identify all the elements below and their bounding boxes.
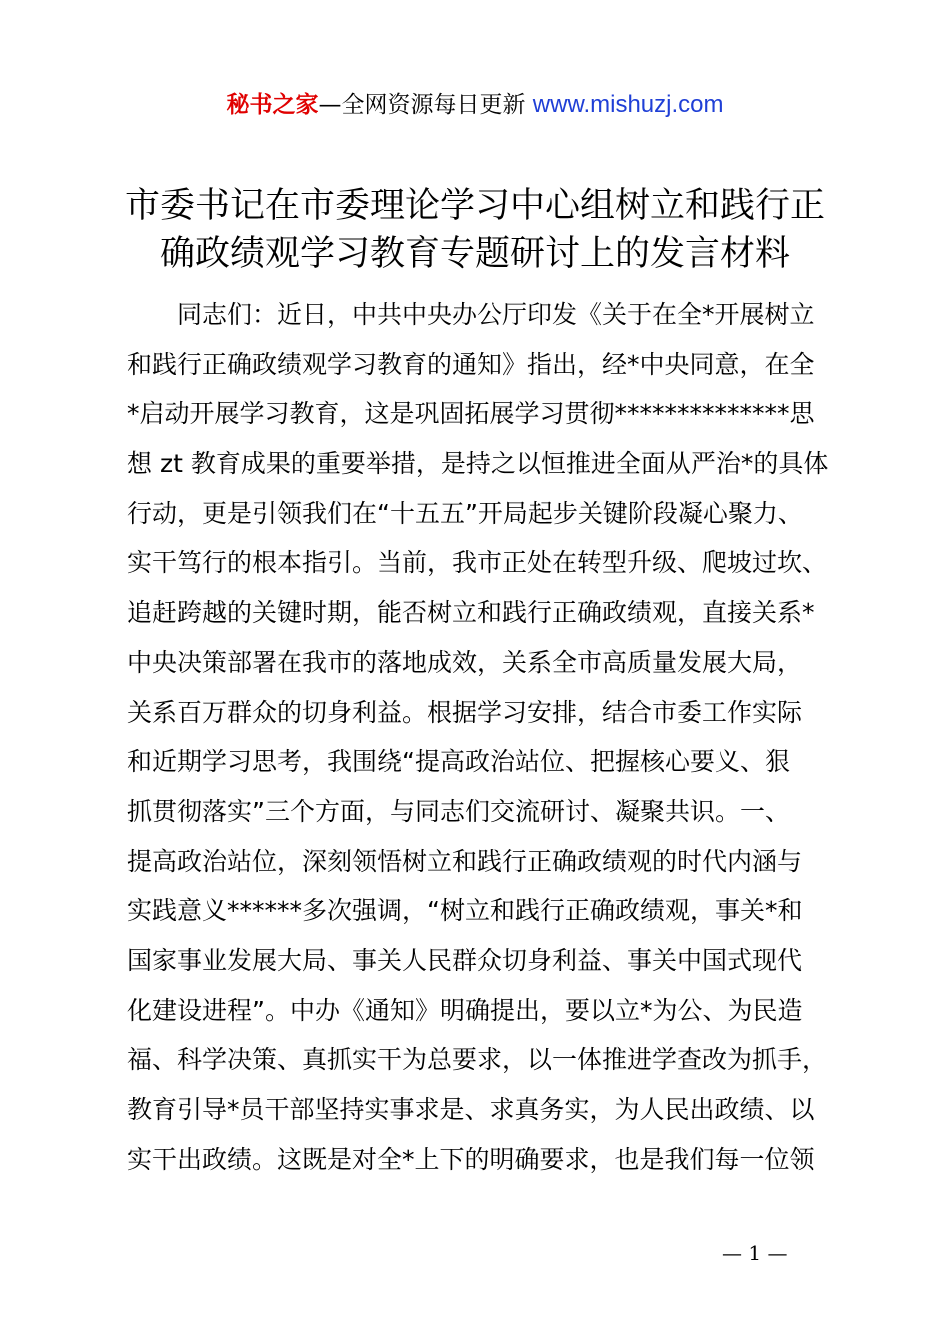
brand-name: 秘书之家 — [226, 92, 319, 118]
body-line: 和践行正确政绩观学习教育的通知》指出，经*中央同意，在全 — [127, 349, 815, 379]
page-number: — 1 — — [722, 1241, 788, 1265]
body-line: 想 zt 教育成果的重要举措，是持之以恒推进全面从严治*的具体 — [127, 449, 829, 479]
body-line: 福、科学决策、真抓实干为总要求，以一体推进学查改为抓手， — [127, 1045, 828, 1075]
site-url[interactable]: www.mishuzj.com — [532, 91, 724, 118]
body-line: 抓贯彻落实”三个方面，与同志们交流研讨、凝聚共识。一、 — [127, 796, 790, 826]
body-line: 实干出政绩。这既是对全*上下的明确要求，也是我们每一位领 — [127, 1144, 815, 1174]
body-line: 化建设进程”。中办《通知》明确提出，要以立*为公、为民造 — [127, 995, 803, 1025]
body-line: 和近期学习思考，我围绕“提高政治站位、把握核心要义、狠 — [127, 747, 790, 777]
title-line: 市委书记在市委理论学习中心组树立和践行正 — [124, 186, 825, 226]
body-line: 实践意义******多次强调，“树立和践行正确政绩观，事关*和 — [127, 896, 803, 926]
body-line: 行动，更是引领我们在“十五五”开局起步关键阶段凝心聚力、 — [127, 498, 803, 528]
body-line: 同志们：近日，中共中央办公厅印发《关于在全*开展树立 — [177, 300, 815, 329]
body-line: 追赶跨越的关键时期，能否树立和践行正确政绩观，直接关系* — [127, 598, 815, 628]
body-line: 关系百万群众的切身利益。根据学习安排，结合市委工作实际 — [127, 697, 803, 727]
document-title — [0, 182, 950, 278]
body-line: 中央决策部署在我市的落地成效，关系全市高质量发展大局， — [127, 647, 803, 677]
body-line: 教育引导*员干部坚持实事求是、求真务实，为人民出政绩、以 — [127, 1095, 815, 1124]
body-line: *启动开展学习教育，这是巩固拓展学习贯彻**************思 — [127, 399, 815, 429]
body-line: 提高政治站位，深刻领悟树立和践行正确政绩观的时代内涵与 — [127, 846, 803, 876]
title-line: 确政绩观学习教育专题研讨上的发言材料 — [159, 234, 790, 274]
header-tagline: —全网资源每日更新 — [318, 92, 533, 118]
site-header — [0, 88, 950, 122]
document-body — [127, 290, 847, 1184]
body-line: 实干笃行的根本指引。当前，我市正处在转型升级、爬坡过坎、 — [127, 548, 828, 578]
body-line: 国家事业发展大局、事关人民群众切身利益、事关中国式现代 — [127, 945, 803, 975]
